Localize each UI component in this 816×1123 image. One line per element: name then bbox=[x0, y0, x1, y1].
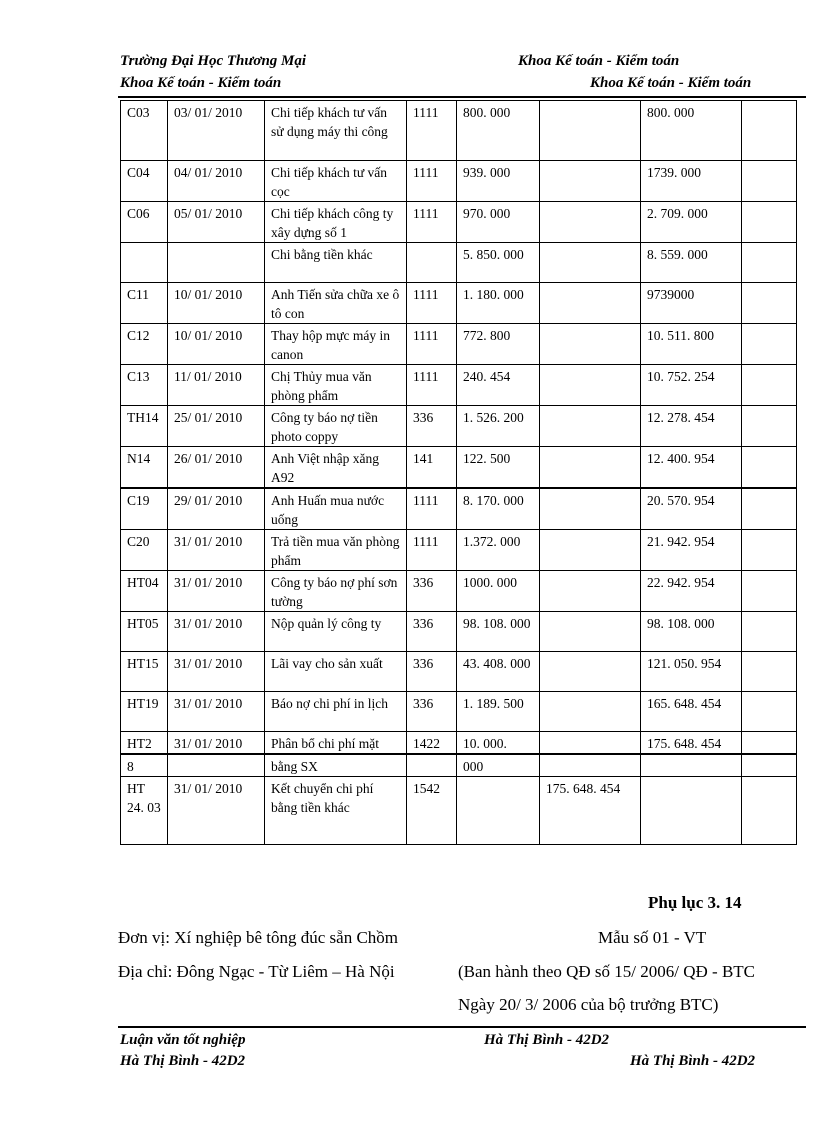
cell-desc: bằng SX bbox=[265, 754, 407, 777]
cell-extra bbox=[742, 283, 797, 324]
cell-extra bbox=[742, 365, 797, 406]
cell-balance: 12. 400. 954 bbox=[641, 447, 742, 489]
cell-balance: 175. 648. 454 bbox=[641, 732, 742, 755]
cell-code: HT04 bbox=[121, 571, 168, 612]
cell-debit: 98. 108. 000 bbox=[457, 612, 540, 652]
cell-debit: 1.372. 000 bbox=[457, 530, 540, 571]
cell-credit bbox=[540, 530, 641, 571]
cell-extra bbox=[742, 612, 797, 652]
table-row bbox=[121, 101, 797, 161]
cell-debit: 000 bbox=[457, 754, 540, 777]
cell-desc: Anh Huấn mua nước uống bbox=[265, 488, 407, 530]
cell-debit: 5. 850. 000 bbox=[457, 243, 540, 283]
cell-desc: Anh Tiến sửa chữa xe ô tô con bbox=[265, 283, 407, 324]
cell-extra bbox=[742, 324, 797, 365]
cell-code: HT 24. 03 bbox=[121, 777, 168, 845]
cell-extra bbox=[742, 101, 797, 161]
table-row bbox=[121, 406, 797, 447]
cell-debit: 240. 454 bbox=[457, 365, 540, 406]
cell-desc: Chi tiếp khách công ty xây dựng số 1 bbox=[265, 202, 407, 243]
cell-code: C12 bbox=[121, 324, 168, 365]
cell-credit bbox=[540, 365, 641, 406]
cell-desc: Chi tiếp khách tư vấn sử dụng máy thi công bbox=[265, 101, 407, 161]
cell-date: 10/ 01/ 2010 bbox=[168, 283, 265, 324]
cell-acct: 1422 bbox=[407, 732, 457, 755]
cell-extra bbox=[742, 161, 797, 202]
table-row bbox=[121, 202, 797, 243]
cell-date bbox=[168, 754, 265, 777]
cell-code: C06 bbox=[121, 202, 168, 243]
cell-desc: Kết chuyển chi phí bằng tiền khác bbox=[265, 777, 407, 845]
cell-acct: 336 bbox=[407, 612, 457, 652]
table-row bbox=[121, 324, 797, 365]
cell-balance bbox=[641, 754, 742, 777]
header-school: Trường Đại Học Thương Mại bbox=[120, 53, 307, 69]
table-row bbox=[121, 571, 797, 612]
cell-desc: Lãi vay cho sản xuất bbox=[265, 652, 407, 692]
footer-author-right: Hà Thị Bình - 42D2 bbox=[630, 1053, 756, 1069]
cell-date: 31/ 01/ 2010 bbox=[168, 777, 265, 845]
cell-credit bbox=[540, 406, 641, 447]
appendix-title: Phụ lục 3. 14 bbox=[648, 893, 742, 912]
cell-acct: 1542 bbox=[407, 777, 457, 845]
cell-desc: Thay hộp mực máy in canon bbox=[265, 324, 407, 365]
cell-desc: Chi tiếp khách tư vấn cọc bbox=[265, 161, 407, 202]
cell-desc: Phân bổ chi phí mặt bbox=[265, 732, 407, 755]
cell-credit bbox=[540, 324, 641, 365]
table-row bbox=[121, 777, 797, 845]
cell-acct: 1111 bbox=[407, 488, 457, 530]
cell-acct: 1111 bbox=[407, 283, 457, 324]
ledger-body bbox=[121, 101, 797, 845]
cell-desc: Báo nợ chi phí in lịch bbox=[265, 692, 407, 732]
cell-credit bbox=[540, 652, 641, 692]
cell-desc: Anh Việt nhập xăng A92 bbox=[265, 447, 407, 489]
cell-code: N14 bbox=[121, 447, 168, 489]
cell-desc: Công ty báo nợ tiền photo coppy bbox=[265, 406, 407, 447]
cell-date: 11/ 01/ 2010 bbox=[168, 365, 265, 406]
cell-credit bbox=[540, 571, 641, 612]
cell-code: C04 bbox=[121, 161, 168, 202]
table-row bbox=[121, 652, 797, 692]
footer-divider bbox=[118, 1026, 806, 1028]
cell-extra bbox=[742, 202, 797, 243]
cell-extra bbox=[742, 406, 797, 447]
cell-credit bbox=[540, 732, 641, 755]
cell-date: 29/ 01/ 2010 bbox=[168, 488, 265, 530]
cell-date: 10/ 01/ 2010 bbox=[168, 324, 265, 365]
cell-balance: 10. 511. 800 bbox=[641, 324, 742, 365]
cell-debit: 1. 180. 000 bbox=[457, 283, 540, 324]
cell-balance: 121. 050. 954 bbox=[641, 652, 742, 692]
cell-credit bbox=[540, 101, 641, 161]
cell-debit: 1. 526. 200 bbox=[457, 406, 540, 447]
cell-date: 25/ 01/ 2010 bbox=[168, 406, 265, 447]
cell-code: C19 bbox=[121, 488, 168, 530]
cell-credit bbox=[540, 692, 641, 732]
cell-balance: 1739. 000 bbox=[641, 161, 742, 202]
cell-credit bbox=[540, 754, 641, 777]
table-row bbox=[121, 447, 797, 489]
decree-line-1: (Ban hành theo QĐ số 15/ 2006/ QĐ - BTC bbox=[458, 962, 756, 981]
cell-extra bbox=[742, 652, 797, 692]
cell-balance: 10. 752. 254 bbox=[641, 365, 742, 406]
cell-acct bbox=[407, 754, 457, 777]
cell-balance: 22. 942. 954 bbox=[641, 571, 742, 612]
footer-author-left: Hà Thị Bình - 42D2 bbox=[120, 1053, 246, 1069]
cell-date: 31/ 01/ 2010 bbox=[168, 612, 265, 652]
cell-acct: 1111 bbox=[407, 530, 457, 571]
cell-debit: 8. 170. 000 bbox=[457, 488, 540, 530]
table-row bbox=[121, 754, 797, 777]
cell-balance: 8. 559. 000 bbox=[641, 243, 742, 283]
cell-acct bbox=[407, 243, 457, 283]
cell-balance: 9739000 bbox=[641, 283, 742, 324]
cell-date: 31/ 01/ 2010 bbox=[168, 652, 265, 692]
cell-balance: 800. 000 bbox=[641, 101, 742, 161]
cell-balance: 98. 108. 000 bbox=[641, 612, 742, 652]
expense-ledger-table bbox=[120, 100, 797, 845]
cell-date: 31/ 01/ 2010 bbox=[168, 530, 265, 571]
cell-extra bbox=[742, 754, 797, 777]
cell-balance: 12. 278. 454 bbox=[641, 406, 742, 447]
cell-credit bbox=[540, 243, 641, 283]
cell-debit: 1. 189. 500 bbox=[457, 692, 540, 732]
cell-desc: Trả tiền mua văn phòng phẩm bbox=[265, 530, 407, 571]
form-number: Mẫu số 01 - VT bbox=[598, 928, 707, 947]
cell-balance: 20. 570. 954 bbox=[641, 488, 742, 530]
cell-credit bbox=[540, 612, 641, 652]
cell-debit: 10. 000. bbox=[457, 732, 540, 755]
table-row bbox=[121, 732, 797, 755]
table-row bbox=[121, 365, 797, 406]
cell-date: 31/ 01/ 2010 bbox=[168, 692, 265, 732]
table-row bbox=[121, 488, 797, 530]
table-row bbox=[121, 612, 797, 652]
cell-credit bbox=[540, 447, 641, 489]
cell-credit bbox=[540, 161, 641, 202]
cell-code: HT05 bbox=[121, 612, 168, 652]
cell-acct: 1111 bbox=[407, 202, 457, 243]
cell-code: TH14 bbox=[121, 406, 168, 447]
table-row bbox=[121, 283, 797, 324]
cell-extra bbox=[742, 488, 797, 530]
cell-acct: 1111 bbox=[407, 161, 457, 202]
table-row bbox=[121, 161, 797, 202]
address-line: Địa chỉ: Đông Ngạc - Từ Liêm – Hà Nội bbox=[118, 962, 395, 981]
cell-balance bbox=[641, 777, 742, 845]
footer-author-top: Hà Thị Bình - 42D2 bbox=[484, 1032, 610, 1048]
cell-date bbox=[168, 243, 265, 283]
cell-desc: Chi bằng tiền khác bbox=[265, 243, 407, 283]
cell-date: 05/ 01/ 2010 bbox=[168, 202, 265, 243]
cell-extra bbox=[742, 692, 797, 732]
cell-acct: 336 bbox=[407, 571, 457, 612]
cell-debit bbox=[457, 777, 540, 845]
cell-acct: 1111 bbox=[407, 101, 457, 161]
cell-debit: 939. 000 bbox=[457, 161, 540, 202]
header-faculty-right: Khoa Kế toán - Kiểm toán bbox=[590, 75, 752, 91]
cell-balance: 21. 942. 954 bbox=[641, 530, 742, 571]
table-row bbox=[121, 243, 797, 283]
cell-debit: 772. 800 bbox=[457, 324, 540, 365]
decree-line-2: Ngày 20/ 3/ 2006 của bộ trưởng BTC) bbox=[458, 995, 719, 1014]
cell-acct: 141 bbox=[407, 447, 457, 489]
cell-acct: 1111 bbox=[407, 324, 457, 365]
cell-desc: Công ty báo nợ phí sơn tường bbox=[265, 571, 407, 612]
footer-thesis: Luận văn tốt nghiệp bbox=[120, 1032, 246, 1048]
unit-line: Đơn vị: Xí nghiệp bê tông đúc sẵn Chồm bbox=[118, 928, 399, 947]
cell-code: HT2 bbox=[121, 732, 168, 755]
cell-extra bbox=[742, 530, 797, 571]
cell-credit bbox=[540, 488, 641, 530]
cell-code bbox=[121, 243, 168, 283]
cell-date: 31/ 01/ 2010 bbox=[168, 732, 265, 755]
cell-extra bbox=[742, 732, 797, 755]
cell-extra bbox=[742, 447, 797, 489]
cell-date: 03/ 01/ 2010 bbox=[168, 101, 265, 161]
cell-extra bbox=[742, 777, 797, 845]
cell-credit bbox=[540, 202, 641, 243]
cell-balance: 2. 709. 000 bbox=[641, 202, 742, 243]
cell-debit: 1000. 000 bbox=[457, 571, 540, 612]
cell-desc: Chị Thủy mua văn phòng phẩm bbox=[265, 365, 407, 406]
cell-extra bbox=[742, 571, 797, 612]
cell-acct: 1111 bbox=[407, 365, 457, 406]
header-faculty-top: Khoa Kế toán - Kiểm toán bbox=[518, 53, 680, 69]
cell-acct: 336 bbox=[407, 406, 457, 447]
cell-code: HT19 bbox=[121, 692, 168, 732]
cell-debit: 800. 000 bbox=[457, 101, 540, 161]
cell-debit: 122. 500 bbox=[457, 447, 540, 489]
cell-extra bbox=[742, 243, 797, 283]
header-faculty-left: Khoa Kế toán - Kiểm toán bbox=[120, 75, 282, 91]
cell-credit: 175. 648. 454 bbox=[540, 777, 641, 845]
cell-code: HT15 bbox=[121, 652, 168, 692]
cell-credit bbox=[540, 283, 641, 324]
table-row bbox=[121, 530, 797, 571]
cell-debit: 43. 408. 000 bbox=[457, 652, 540, 692]
cell-date: 26/ 01/ 2010 bbox=[168, 447, 265, 489]
cell-code: C11 bbox=[121, 283, 168, 324]
cell-code: C13 bbox=[121, 365, 168, 406]
cell-acct: 336 bbox=[407, 652, 457, 692]
table-row bbox=[121, 692, 797, 732]
cell-code: C03 bbox=[121, 101, 168, 161]
cell-debit: 970. 000 bbox=[457, 202, 540, 243]
cell-code: C20 bbox=[121, 530, 168, 571]
cell-desc: Nộp quản lý công ty bbox=[265, 612, 407, 652]
cell-code: 8 bbox=[121, 754, 168, 777]
header-divider bbox=[118, 96, 806, 98]
cell-acct: 336 bbox=[407, 692, 457, 732]
cell-balance: 165. 648. 454 bbox=[641, 692, 742, 732]
cell-date: 04/ 01/ 2010 bbox=[168, 161, 265, 202]
cell-date: 31/ 01/ 2010 bbox=[168, 571, 265, 612]
